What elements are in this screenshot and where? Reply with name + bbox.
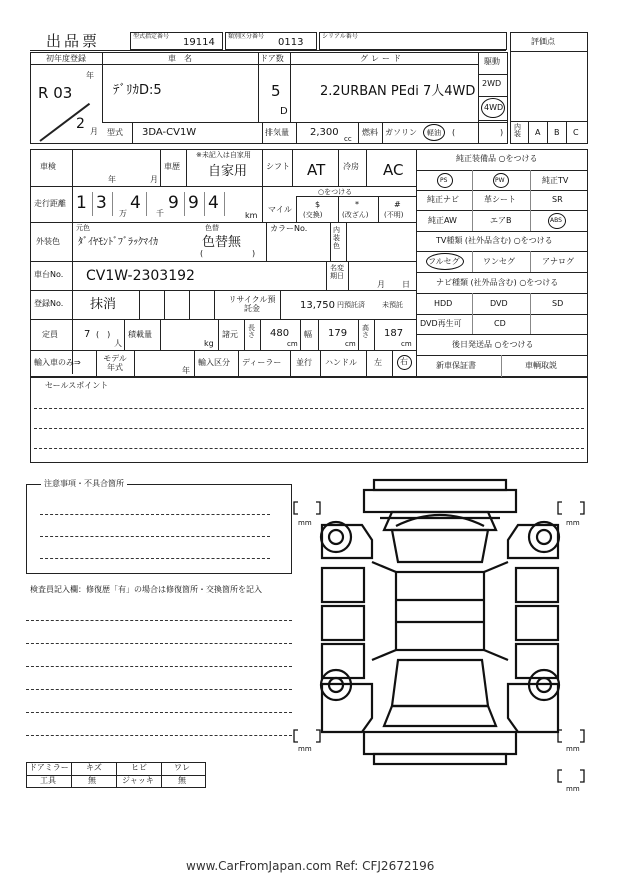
ac-value: AC (383, 161, 404, 179)
acc-tools-label: 工具 (40, 776, 56, 785)
name-change-day: 日 (402, 280, 410, 289)
fuel-label: 燃料 (362, 128, 378, 137)
fuel-gasoline[interactable]: ガソリン (385, 128, 417, 137)
mm-unit-front-left: mm (298, 519, 312, 527)
fuel-other-open: ( (452, 128, 456, 137)
acc-header-scratch: キズ (86, 763, 102, 772)
oem-title: 純正装備品 ○をつける (456, 154, 538, 163)
first-reg-year-unit: 年 (86, 71, 94, 80)
acc-jack-value: 無 (178, 776, 186, 785)
fuel-other-close: ) (500, 128, 504, 137)
length-unit: cm (287, 340, 298, 348)
capacity-paren: ( ) (96, 330, 111, 339)
tv-analog[interactable]: アナログ (542, 257, 574, 266)
ac-label: 冷房 (343, 162, 359, 171)
equip-oem-aw[interactable]: 純正AW (428, 216, 457, 225)
equip-oem-tv[interactable]: 純正TV (542, 176, 569, 185)
tv-title: TV種類 (社外品含む) ○をつける (436, 236, 553, 245)
sales-point-label: セールスポイント (45, 381, 109, 390)
unknown-sym: # (394, 200, 401, 209)
inspector-label: 検査員記入欄：修復歴「有」の場合は修復箇所・交換箇所を記入 (30, 585, 262, 594)
mileage-km: km (245, 211, 258, 220)
length-label: 長さ (248, 324, 255, 339)
dealer-option[interactable]: ディーラー (242, 358, 282, 367)
notes-box (26, 479, 292, 574)
interior-grade-b[interactable]: B (554, 128, 560, 137)
handle-label: ハンドル (325, 358, 357, 367)
doors-suffix: D (280, 106, 288, 117)
category-value: 0113 (278, 37, 304, 48)
history-label: 車歴 (164, 162, 180, 171)
length-value: 480 (270, 328, 290, 339)
height-value: 187 (384, 328, 404, 339)
tamper-sym: * (355, 200, 359, 209)
mm-unit-spare: mm (566, 785, 580, 793)
displacement-unit: cc (344, 135, 352, 143)
mileage-digit: 4 (130, 193, 141, 213)
exchange-label[interactable]: (交換) (303, 211, 323, 219)
first-reg-year: R 03 (38, 84, 73, 102)
inspection-label: 車検 (40, 162, 56, 171)
serial-label: シリアル番号 (322, 33, 358, 40)
name-change-month: 月 (377, 280, 385, 289)
first-reg-month: 2 (76, 116, 85, 132)
color-change-paren-open: ( (200, 249, 204, 258)
color-change-value: 色替無 (202, 235, 242, 250)
type-label: 型式 (107, 128, 123, 137)
navi-dvd-play[interactable]: DVD再生可 (420, 319, 462, 328)
serial-box (319, 32, 507, 50)
acc-header-crack: ヒビ (131, 763, 147, 772)
interior-grade-box (510, 121, 588, 144)
after-title: 後日発送品 ○をつける (452, 340, 534, 349)
car-damage-diagram[interactable] (292, 470, 592, 820)
model-year-label: モデル年式 (103, 354, 127, 373)
height-label: 高さ (362, 324, 369, 339)
page-title: 出品票 (46, 32, 101, 50)
drive-label: 駆動 (484, 57, 500, 66)
recycle-value: 13,750 (300, 300, 335, 311)
chassis-value: CV1W-2303192 (86, 268, 195, 284)
acc-tools-value: 無 (88, 776, 96, 785)
mileage-digit: 9 (168, 193, 179, 213)
capacity-value: 7 (84, 329, 91, 340)
interior-grade-a[interactable]: A (535, 128, 541, 137)
interior-label: 内装 (514, 123, 521, 138)
exterior-color-value: ﾀﾞｲﾔﾓﾝﾄﾞﾌﾞﾗｯｸﾏｲｶ (78, 237, 158, 248)
mm-unit-rear-left: mm (298, 745, 312, 753)
width-label: 幅 (304, 330, 312, 339)
color-change-label: 色替 (205, 224, 219, 232)
load-unit: kg (204, 339, 214, 348)
grade-points-box (510, 32, 588, 122)
mm-unit-front-right: mm (566, 519, 580, 527)
handle-right[interactable]: 右 (400, 357, 408, 366)
shift-label: シフト (266, 162, 290, 171)
fuel-diesel[interactable]: 軽油 (427, 129, 441, 137)
acc-jack-label: ジャッキ (122, 776, 154, 785)
equip-airbag[interactable]: エアB (490, 216, 512, 225)
inspection-year-unit: 年 (108, 175, 116, 184)
recycle-status[interactable]: 円預託済 (337, 301, 365, 309)
shift-value: AT (307, 161, 326, 179)
equip-leather[interactable]: 革シート (484, 195, 516, 204)
doors-label: ドア数 (260, 54, 284, 63)
mm-unit-rear-right: mm (566, 745, 580, 753)
orig-color-label: 元色 (76, 224, 90, 232)
category-box (225, 32, 317, 50)
car-name-value: ﾃﾞﾘｶD:5 (113, 83, 162, 98)
history-value: 自家用 (208, 164, 248, 179)
tamper-label[interactable]: (改ざん) (342, 211, 369, 219)
equip-sr[interactable]: SR (552, 195, 563, 204)
width-unit: cm (345, 340, 356, 348)
mileage-digit: 1 (76, 193, 87, 213)
recycle-not[interactable]: 未預託 (382, 301, 403, 309)
displacement-label: 排気量 (265, 128, 289, 137)
load-label: 積載量 (128, 330, 152, 339)
recycle-label: リサイクル預託金 (228, 295, 276, 314)
navi-sd[interactable]: SD (552, 299, 564, 308)
displacement-value: 2,300 (310, 127, 339, 138)
navi-dvd[interactable]: DVD (490, 299, 508, 308)
width-value: 179 (328, 328, 348, 339)
history-note: ※未記入は自家用 (196, 151, 251, 159)
chassis-label: 車台No. (34, 270, 64, 279)
height-unit: cm (401, 340, 412, 348)
model-cert-box (130, 32, 223, 50)
capacity-unit: 人 (114, 339, 122, 348)
registration-value: 抹消 (90, 297, 117, 312)
grade-label: グレード (360, 54, 404, 63)
mileage-sen: 千 (156, 209, 164, 218)
first-reg-label: 初年度登録 (46, 54, 86, 63)
mileage-label: 走行距離 (34, 199, 66, 208)
after-manual[interactable]: 車輌取説 (525, 361, 557, 370)
exterior-color-label: 外装色 (36, 237, 60, 246)
drive-4wd[interactable]: 4WD (484, 103, 504, 112)
mileage-circle-note: ○をつける (318, 188, 353, 196)
model-cert-label: 型式指定番号 (133, 33, 170, 40)
navi-title: ナビ種類 (社外品含む) ○をつける (436, 278, 559, 287)
inspection-month-unit: 月 (150, 175, 158, 184)
handle-left[interactable]: 左 (374, 358, 382, 367)
mileage-digit: 9 (188, 193, 199, 213)
import-only-label: 輸入車のみ⇒ (34, 358, 81, 367)
equip-oem-navi[interactable]: 純正ナビ (427, 195, 459, 204)
mile-label: マイル (268, 205, 292, 214)
type-value: 3DA-CV1W (142, 127, 197, 138)
equip-pw[interactable]: PW (495, 177, 505, 184)
equip-ps[interactable]: PS (440, 177, 448, 184)
mileage-digit: 3 (96, 193, 107, 213)
acc-header-break: ワレ (174, 763, 190, 772)
name-change-label: 名変期日 (330, 264, 344, 280)
tv-fullseg[interactable]: フルセグ (428, 257, 460, 266)
model-cert-value: 19114 (183, 37, 215, 48)
interior-grade-c[interactable]: C (573, 128, 579, 137)
tv-oneseg[interactable]: ワンセグ (483, 257, 515, 266)
color-change-paren-close: ) (252, 249, 256, 258)
category-label: 類別区分番号 (228, 33, 265, 40)
unknown-label[interactable]: (不明) (384, 211, 404, 219)
parallel-option[interactable]: 並行 (296, 358, 312, 367)
drive-2wd[interactable]: 2WD (482, 79, 502, 88)
navi-hdd[interactable]: HDD (434, 299, 453, 308)
mileage-man: 万 (119, 209, 127, 218)
navi-cd[interactable]: CD (494, 319, 506, 328)
interior-color-label: 内装色 (333, 226, 340, 251)
model-year-unit: 年 (182, 366, 190, 375)
first-reg-month-unit: 月 (90, 127, 98, 136)
equip-abs[interactable]: ABS (550, 217, 562, 224)
car-name-label: 車 名 (168, 54, 192, 63)
mileage-digit: 4 (208, 193, 219, 213)
import-type-label: 輸入区分 (198, 358, 230, 367)
watermark-text: www.CarFromJapan.com Ref: CFJ2672196 (186, 859, 435, 873)
dims-label: 諸元 (222, 330, 238, 339)
doors-value: 5 (271, 82, 281, 100)
notes-label: 注意事項・不具合箇所 (41, 480, 127, 488)
grade-value: 2.2URBAN PEdi 7人4WD (320, 84, 476, 99)
grade-points-label: 評価点 (531, 37, 555, 46)
acc-header-mirror: ドアミラー (29, 763, 69, 772)
after-warranty[interactable]: 新車保証書 (436, 361, 476, 370)
sales-point-box (30, 377, 588, 463)
capacity-label: 定員 (42, 330, 58, 339)
registration-label: 登録No. (34, 299, 64, 308)
exchange-sym: $ (315, 200, 321, 209)
color-no-label: カラーNo. (270, 224, 308, 233)
